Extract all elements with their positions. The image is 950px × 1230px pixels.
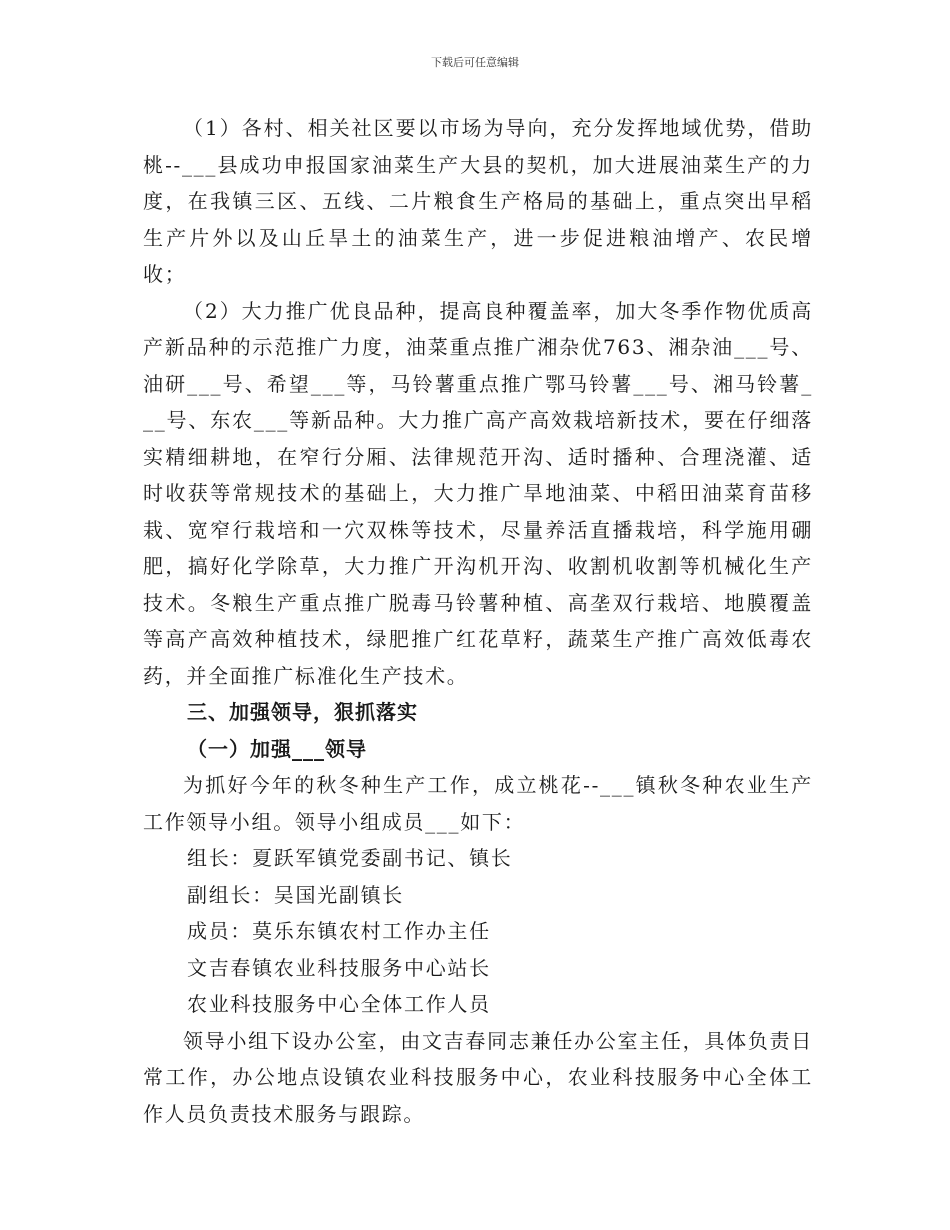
paragraph-1: （1）各村、相关社区要以市场为导向，充分发挥地域优势，借助桃--___县成功申报国家油菜生产大县的契机，加大进展油菜生产的力度，在我镇三区、五线、二片粮食生产格局的基础上，重点突出早稻生产片外以及山丘旱土的油菜生产，进一步促进粮油增产、农民增收；: [143, 116, 813, 286]
member-line-deputy: 副组长：吴国光副镇长: [187, 882, 404, 907]
subsection-heading: （一）加强___领导: [187, 736, 367, 761]
paragraph-3: 为抓好今年的秋冬种生产工作，成立桃花--___镇秋冬种农业生产工作领导小组。领导小组成员___如下：: [143, 773, 813, 834]
page-header: 下载后可任意编辑: [431, 56, 519, 69]
member-line-member-3: 农业科技服务中心全体工作人员: [187, 992, 491, 1016]
paragraph-2: （2）大力推广优良品种，提高良种覆盖率，加大冬季作物优质高产新品种的示范推广力度，油菜重点推广湘杂优763、湘杂油___号、油研___号、希望___等，马铃薯重点推广鄂马铃薯___号、湘马铃薯___号、东农___等新品种。大力推广高产高效栽培新技术，要在仔细落实精细耕地，在窄行分厢、法律规范开沟、适时播种、合理浇灌、适时收获等常规技术的基础上，大力推广旱地油菜、中稻田油菜育苗移栽、宽窄行栽培和一穴双株等技术，尽量养活直播栽培，科学施用硼肥，搞好化学除草，大力推广开沟机开沟、收割机收割等机械化生产技术。冬粮生产重点推广脱毒马铃薯种植、高垄双行栽培、地膜覆盖等高产高效种植技术，绿肥推广红花草籽，蔬菜生产推广高效低毒农药，并全面推广标准化生产技术。: [143, 298, 813, 688]
member-line-member-2: 文吉春镇农业科技服务中心站长: [187, 955, 491, 980]
section-heading: 三、加强领导，狠抓落实: [187, 700, 418, 724]
paragraph-4: 领导小组下设办公室，由文吉春同志兼任办公室主任，具体负责日常工作，办公地点设镇农业科技服务中心，农业科技服务中心全体工作人员负责技术服务与跟踪。: [143, 1028, 813, 1126]
member-line-leader: 组长：夏跃军镇党委副书记、镇长: [187, 846, 513, 870]
document-body: [143, 110, 813, 1132]
member-line-members: 成员：莫乐东镇农村工作办主任: [187, 919, 491, 943]
